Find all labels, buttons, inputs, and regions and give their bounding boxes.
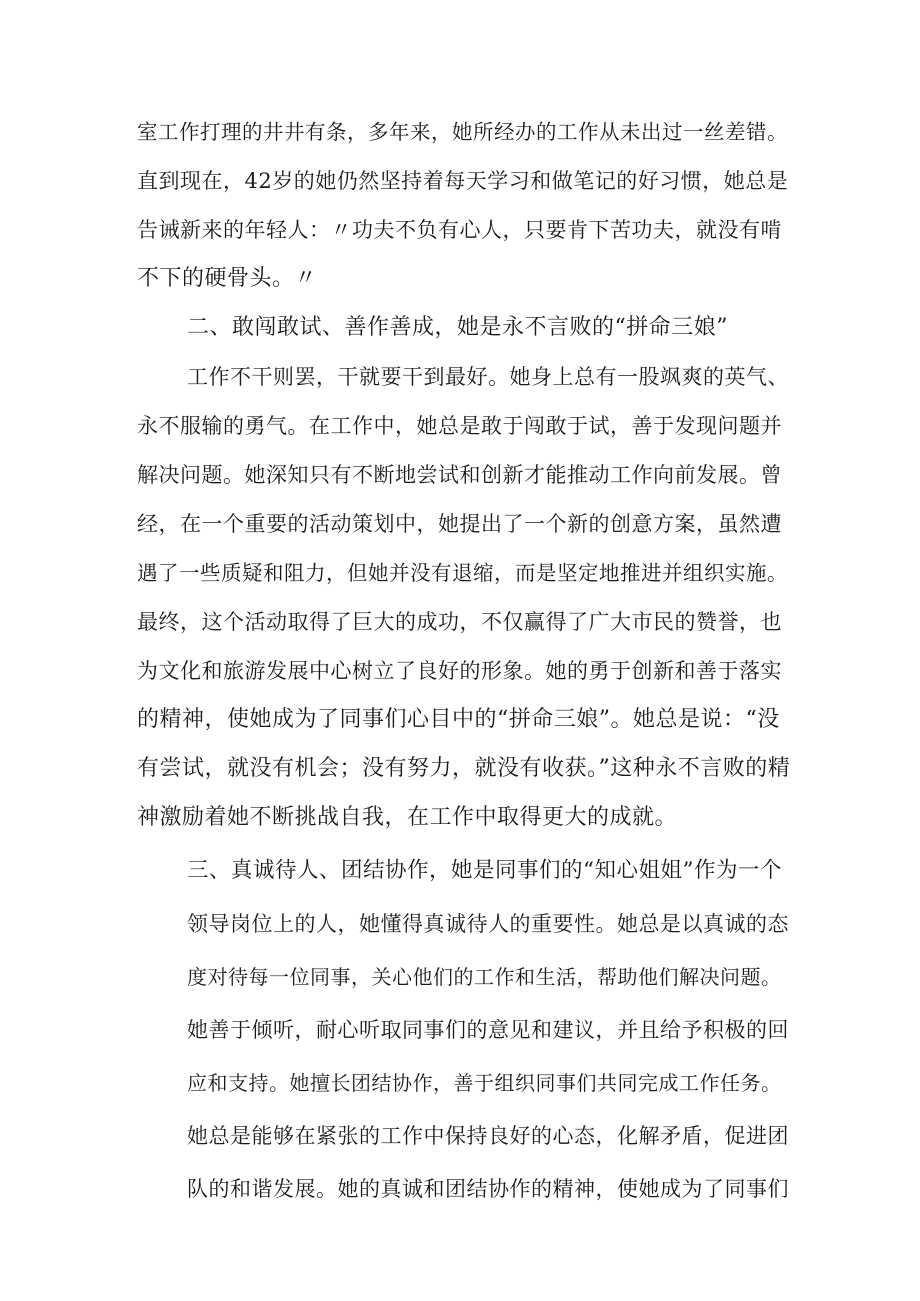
section-heading-3: 三、真诚待人、团结协作，她是同事们的“知心姐姐”作为一个 bbox=[187, 858, 782, 883]
text-line: 她总是能够在紧张的工作中保持良好的心态，化解矛盾，促进团 bbox=[187, 1124, 789, 1148]
text-line: 最终，这个活动取得了巨大的成功，不仅赢得了广大市民的赞誉，也 bbox=[137, 610, 782, 634]
text-line: 告诫新来的年轻人：〃功夫不负有心人，只要肯下苦功夫，就没有啃 bbox=[137, 218, 782, 242]
text-line: 领导岗位上的人，她懂得真诚待人的重要性。她总是以真诚的态 bbox=[187, 912, 789, 936]
text-line: 遇了一些质疑和阻力，但她并没有退缩，而是坚定地推进并组织实施。 bbox=[137, 561, 788, 585]
text-line: 度对待每一位同事，关心他们的工作和生活，帮助他们解决问题。 bbox=[187, 965, 782, 989]
text-line: 有尝试，就没有机会；没有努力，就没有收获。”这种永不言败的精 bbox=[137, 756, 791, 781]
text-line: 的精神，使她成为了同事们心目中的“拼命三娘”。她总是说：“没 bbox=[137, 707, 780, 732]
text-line: 经，在一个重要的活动策划中，她提出了一个新的创意方案，虽然遭 bbox=[137, 512, 782, 536]
text-line: 为文化和旅游发展中心树立了良好的形象。她的勇于创新和善于落实 bbox=[137, 659, 782, 683]
text-line: 室工作打理的井井有条，多年来，她所经办的工作从未出过一丝差错。 bbox=[137, 120, 788, 144]
text-line: 永不服输的勇气。在工作中，她总是敢于闯敢于试，善于发现问题并 bbox=[137, 414, 782, 438]
text-line: 神激励着她不断挑战自我，在工作中取得更大的成就。 bbox=[137, 805, 678, 830]
section-heading-2: 二、敢闯敢试、善作善成，她是永不言败的“拼命三娘” bbox=[187, 315, 728, 340]
text-line: 工作不干则罢，干就要干到最好。她身上总有一股飒爽的英气、 bbox=[187, 365, 789, 389]
text-line: 不下的硬骨头。〃 bbox=[137, 266, 318, 291]
text-line: 直到现在，42岁的她仍然坚持着每天学习和做笔记的好习惯，她总是 bbox=[137, 169, 789, 193]
text-line: 她善于倾听，耐心听取同事们的意见和建议，并且给予积极的回 bbox=[187, 1018, 789, 1042]
text-line: 队的和谐发展。她的真诚和团结协作的精神，使她成为了同事们 bbox=[187, 1177, 789, 1201]
text-line: 解决问题。她深知只有不断地尝试和创新才能推动工作向前发展。曾 bbox=[137, 463, 782, 487]
text-line: 应和支持。她擅长团结协作，善于组织同事们共同完成工作任务。 bbox=[187, 1071, 782, 1095]
